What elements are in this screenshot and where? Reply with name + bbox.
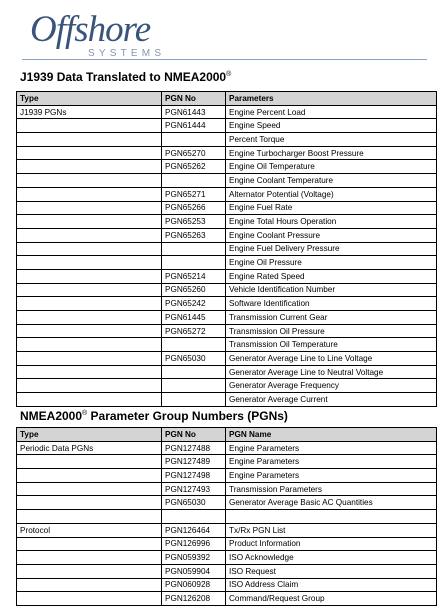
pgn-no-cell: PGN65242 [162,297,226,311]
parameter-cell: Product Information [226,537,437,551]
parameter-cell: Engine Coolant Temperature [226,174,437,188]
table-row [17,133,437,147]
pgn-no-cell: PGN65260 [162,283,226,297]
table-row [17,537,437,551]
type-cell [17,564,162,578]
table-row [17,393,437,407]
table-row [17,283,437,297]
parameter-cell: Engine Total Hours Operation [226,215,437,229]
table-row [17,482,437,496]
table1-title: J1939 Data Translated to NMEA2000® [20,70,232,84]
pgn-no-cell [162,174,226,188]
type-cell [17,338,162,352]
header-rule [22,59,427,60]
pgn-no-cell: PGN61445 [162,311,226,325]
parameter-cell: Vehicle Identification Number [226,283,437,297]
table-header-row [17,428,437,442]
type-cell [17,537,162,551]
type-cell [17,228,162,242]
type-cell [17,482,162,496]
table-row [17,256,437,270]
table-row [17,174,437,188]
table-header-row [17,92,437,106]
type-cell [17,510,162,524]
parameter-cell: Percent Torque [226,133,437,147]
parameter-cell: Transmission Oil Temperature [226,338,437,352]
type-cell [17,496,162,510]
table-row [17,228,437,242]
pgn-no-cell: PGN65266 [162,201,226,215]
parameter-cell: Engine Parameters [226,455,437,469]
pgn-no-cell: PGN126996 [162,537,226,551]
type-cell: Periodic Data PGNs [17,441,162,455]
pgn-no-cell: PGN65030 [162,496,226,510]
parameter-cell: Transmission Parameters [226,482,437,496]
table-row [17,441,437,455]
pgn-no-cell: PGN059392 [162,551,226,565]
parameter-cell: Engine Fuel Rate [226,201,437,215]
table-row [17,338,437,352]
parameter-cell [226,510,437,524]
type-cell [17,365,162,379]
table-row [17,365,437,379]
logo-subtitle: SYSTEMS [88,48,166,59]
parameter-cell: Engine Percent Load [226,105,437,119]
table-row [17,160,437,174]
type-cell [17,201,162,215]
pgn-no-cell: PGN126208 [162,592,226,606]
type-cell [17,469,162,483]
pgn-no-cell [162,256,226,270]
parameter-cell: Transmission Oil Pressure [226,324,437,338]
parameter-cell: Tx/Rx PGN List [226,523,437,537]
table-row [17,564,437,578]
type-cell [17,283,162,297]
pgn-no-cell [162,242,226,256]
type-cell [17,174,162,188]
type-cell [17,578,162,592]
parameter-header: PGN Name [226,428,437,442]
table-row [17,269,437,283]
parameter-cell: Engine Oil Pressure [226,256,437,270]
table-row [17,469,437,483]
type-cell: J1939 PGNs [17,105,162,119]
type-cell [17,119,162,133]
type-cell [17,187,162,201]
pgn-no-cell: PGN060928 [162,578,226,592]
parameter-cell: Command/Request Group [226,592,437,606]
pgn-no-cell: PGN65253 [162,215,226,229]
type-header: Type [17,92,162,106]
type-cell [17,146,162,160]
pgn-no-cell: PGN127498 [162,469,226,483]
table-row [17,578,437,592]
pgn-no-cell: PGN65270 [162,146,226,160]
pgn-no-cell: PGN65271 [162,187,226,201]
pgn-no-cell: PGN059904 [162,564,226,578]
type-cell [17,324,162,338]
table-row [17,592,437,606]
nmea2000-pgn-table [16,427,437,606]
table-row [17,523,437,537]
parameter-cell: ISO Address Claim [226,578,437,592]
parameter-cell: Generator Average Basic AC Quantities [226,496,437,510]
table-row [17,119,437,133]
parameter-cell: Engine Speed [226,119,437,133]
pgn-no-cell [162,379,226,393]
type-cell [17,379,162,393]
pgn-no-cell [162,365,226,379]
parameter-cell: Generator Average Current [226,393,437,407]
table-row [17,496,437,510]
type-cell [17,393,162,407]
type-cell [17,311,162,325]
pgn-no-cell: PGN61443 [162,105,226,119]
type-cell [17,256,162,270]
parameter-cell: ISO Request [226,564,437,578]
table-row [17,551,437,565]
pgn-no-cell [162,510,226,524]
table-row [17,146,437,160]
table-row [17,510,437,524]
pgn-no-cell: PGN127493 [162,482,226,496]
pgn-no-header: PGN No [162,428,226,442]
parameter-cell: Engine Parameters [226,441,437,455]
table-row [17,324,437,338]
type-cell [17,592,162,606]
pgn-no-cell [162,338,226,352]
pgn-no-cell: PGN65262 [162,160,226,174]
parameter-cell: ISO Acknowledge [226,551,437,565]
table-row [17,242,437,256]
parameter-cell: Engine Rated Speed [226,269,437,283]
parameter-header: Parameters [226,92,437,106]
pgn-no-cell: PGN65272 [162,324,226,338]
type-cell [17,551,162,565]
type-cell [17,133,162,147]
table2-title: NMEA2000® Parameter Group Numbers (PGNs) [20,409,288,423]
parameter-cell: Software Identification [226,297,437,311]
pgn-no-cell: PGN61444 [162,119,226,133]
table-row [17,455,437,469]
type-cell [17,455,162,469]
type-header: Type [17,428,162,442]
parameter-cell: Generator Average Frequency [226,379,437,393]
table-row [17,201,437,215]
j1939-translation-table [16,91,437,407]
parameter-cell: Generator Average Line to Neutral Voltage [226,365,437,379]
parameter-cell: Alternator Potential (Voltage) [226,187,437,201]
pgn-no-cell: PGN127489 [162,455,226,469]
pgn-no-cell [162,393,226,407]
parameter-cell: Engine Fuel Delivery Pressure [226,242,437,256]
parameter-cell: Engine Coolant Pressure [226,228,437,242]
pgn-no-header: PGN No [162,92,226,106]
type-cell: Protocol [17,523,162,537]
table-row [17,352,437,366]
table-row [17,215,437,229]
type-cell [17,297,162,311]
offshore-systems-logo [26,9,216,60]
table-row [17,187,437,201]
pgn-no-cell [162,133,226,147]
type-cell [17,160,162,174]
parameter-cell: Transmission Current Gear [226,311,437,325]
pgn-no-cell: PGN65263 [162,228,226,242]
pgn-no-cell: PGN127488 [162,441,226,455]
table-row [17,297,437,311]
pgn-no-cell: PGN65030 [162,352,226,366]
pgn-no-cell: PGN65214 [162,269,226,283]
type-cell [17,215,162,229]
type-cell [17,269,162,283]
table-row [17,311,437,325]
pgn-no-cell: PGN126464 [162,523,226,537]
type-cell [17,352,162,366]
parameter-cell: Engine Turbocharger Boost Pressure [226,146,437,160]
parameter-cell: Engine Parameters [226,469,437,483]
type-cell [17,242,162,256]
logo-wordmark: Offshore [30,9,151,50]
table-row [17,105,437,119]
table-row [17,379,437,393]
parameter-cell: Generator Average Line to Line Voltage [226,352,437,366]
parameter-cell: Engine Oil Temperature [226,160,437,174]
